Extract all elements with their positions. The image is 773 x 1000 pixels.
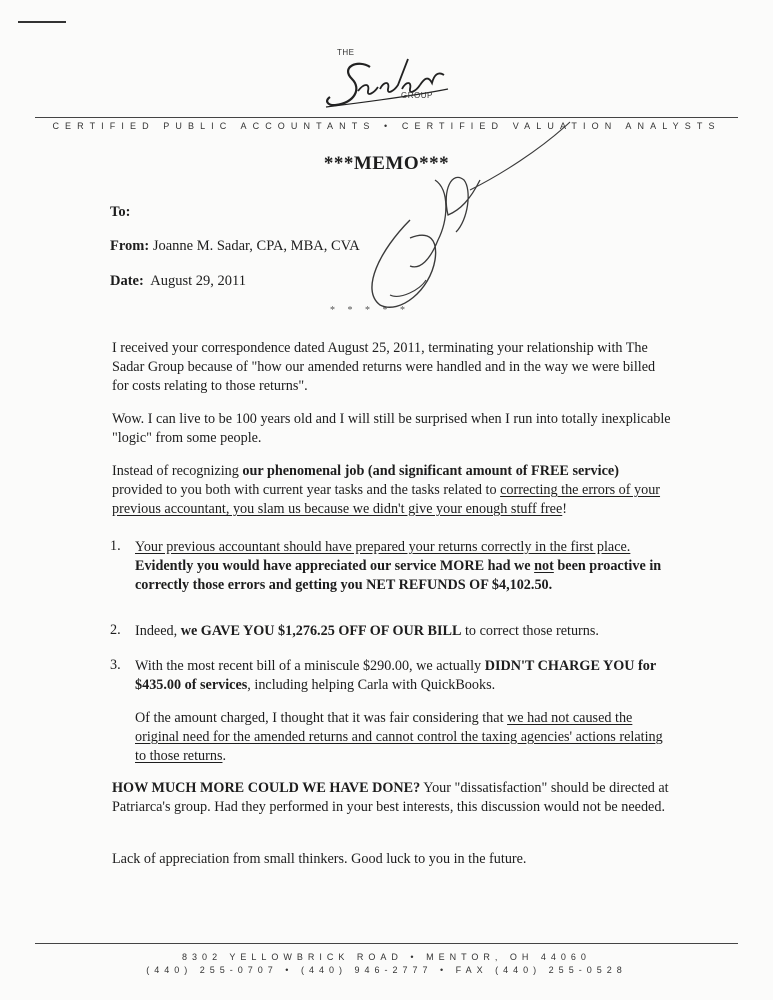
item-1-bold-d: been proactive in correctly those errors and getting you NET REFUNDS OF $4,102.50. [135,558,662,593]
to-label: To: [110,204,131,220]
item-3-sub-a: Of the amount charged, I thought that it was fair considering that [135,710,508,726]
footer-phones: (440) 255-0707 • (440) 946-2777 • FAX (440) 255-0528 [146,965,627,975]
from-label: From: [110,238,150,254]
p3-text-a: Instead of recognizing [112,463,243,479]
to-line [110,204,130,221]
item-2-text [135,622,665,641]
item-2-text-a: Indeed, [135,623,181,639]
logo-group-text: GROUP [401,91,433,100]
paragraph-4 [112,779,672,817]
p3-text-c: provided to you both with current year tasks and the tasks related to [112,482,501,498]
date-value: August 29, 2011 [150,273,247,289]
sadar-logo [318,45,458,115]
item-1-text [135,538,665,595]
from-line [110,238,360,255]
p3-text-e: ! [562,501,567,517]
logo-the-text: THE [337,48,355,57]
from-value: Joanne M. Sadar, CPA, MBA, CVA [152,238,360,254]
paragraph-3 [112,462,672,519]
date-label: Date: [110,273,144,289]
item-1-bold-a: Evidently you would have appreciated our service MORE had we [135,558,535,574]
item-2-text-c: to correct those returns. [461,623,599,639]
item-1-underline: Your previous accountant should have prepared your returns correctly in the first place. [135,539,631,555]
item-2-number: 2. [110,622,121,638]
item-3-text-a: With the most recent bill of a miniscule $290.00, we actually [135,658,485,674]
footer-rule [35,943,738,944]
item-3-sub-c: . [222,748,227,764]
item-3-number: 3. [110,657,121,673]
date-line [110,273,246,290]
paragraph-1: I received your correspondence dated August 25, 2011, terminating your relationship with The Sadar Group because of "how our amended returns were handled and in the way we were billed for costs relating to those returns". [112,340,656,394]
letterhead-tagline: CERTIFIED PUBLIC ACCOUNTANTS • CERTIFIED VALUATION ANALYSTS [52,121,721,131]
paragraph-5: Lack of appreciation from small thinkers. Good luck to you in the future. [112,851,527,867]
handwritten-signature [350,120,580,330]
item-2-bold: we GAVE YOU $1,276.25 OFF OF OUR BILL [180,623,462,639]
item-3-text-c: , including helping Carla with QuickBooks. [247,677,496,693]
item-3-sub-underline: we had not caused the original need for the amended returns and cannot control the taxing agencies' actions relating to those returns [135,710,663,764]
letterhead-rule [35,117,738,118]
p4-bold: HOW MUCH MORE COULD WE HAVE DONE? [112,780,421,796]
separator-stars: * * * * * [330,305,405,316]
footer-address: 8302 YELLOWBRICK ROAD • MENTOR, OH 44060 [182,952,591,962]
corner-mark [18,21,66,23]
item-3-text [135,657,665,695]
p3-bold: our phenomenal job (and significant amount of FREE service) [242,463,619,479]
item-1-not: not [534,558,554,574]
item-3-bold: DIDN'T CHARGE YOU for $435.00 of services [135,658,656,693]
paragraph-2: Wow. I can live to be 100 years old and I will still be surprised when I run into totally inexplicable "logic" from some people. [112,411,671,446]
p4-text: Your "dissatisfaction" should be directed at Patriarca's group. Had they performed in your best interests, this discussion would not be needed. [112,780,669,815]
memo-title: ***MEMO*** [323,153,450,174]
item-3-subparagraph [135,709,665,766]
p3-underline: correcting the errors of your previous accountant, you slam us because we didn't give your enough stuff free [112,482,661,517]
item-1-number: 1. [110,538,121,554]
